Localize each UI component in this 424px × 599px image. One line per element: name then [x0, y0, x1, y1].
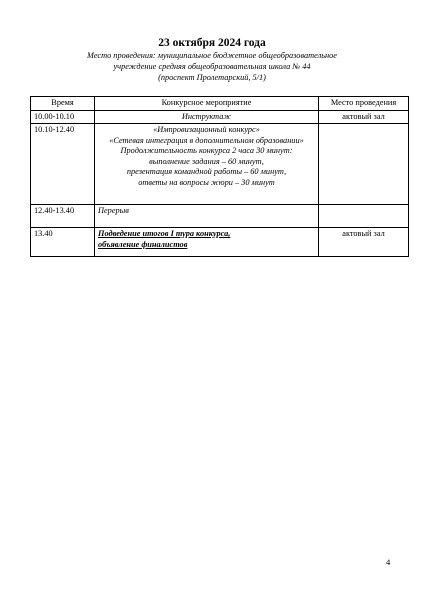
event-cell — [95, 110, 319, 124]
time-cell: 13.40 — [31, 228, 95, 257]
schedule-table — [30, 96, 409, 257]
event-cell — [95, 124, 319, 205]
event-line: Подведение итогов I тура конкурса, — [98, 229, 231, 238]
table-row — [31, 110, 409, 124]
event-line: Перерыв — [98, 206, 129, 215]
event-line: объявление финалистов — [98, 239, 188, 249]
event-cell — [95, 205, 319, 228]
event-line: выполнение задания – 60 минут, — [149, 156, 264, 166]
time-cell: 10.10-12.40 — [31, 124, 95, 205]
event-line: презентация командной работы – 60 минут, — [126, 167, 287, 176]
table-row — [31, 228, 409, 257]
venue-line: Место проведения: муниципальное бюджетное общеобразовательное — [87, 51, 337, 60]
venue-line: учреждение средняя общеобразовательная школа № 44 — [113, 62, 311, 71]
place-cell: актовый зал — [319, 110, 409, 124]
header-place: Место проведения — [319, 97, 409, 111]
time-cell: 12.40-13.40 — [31, 205, 95, 228]
event-line: «Импровизационный конкурс» — [153, 125, 260, 134]
table-row — [31, 124, 409, 205]
table-header-row — [31, 97, 409, 111]
event-line: Инструктаж — [181, 111, 232, 121]
venue-line: (проспект Пролетарский, 5/1) — [158, 73, 266, 82]
header-event: Конкурсное мероприятие — [95, 97, 319, 111]
table-row — [31, 205, 409, 228]
place-cell — [319, 124, 409, 205]
venue-info — [40, 50, 384, 83]
event-line: ответы на вопросы жюри – 30 минут — [138, 177, 275, 187]
place-cell: актовый зал — [319, 228, 409, 257]
page-number: 4 — [386, 557, 391, 567]
time-cell: 10.00-10.10 — [31, 110, 95, 124]
event-cell — [95, 228, 319, 257]
event-line: «Сетевая интеграция в дополнительном образовании» — [109, 135, 304, 145]
header-time: Время — [31, 97, 95, 111]
place-cell — [319, 205, 409, 228]
event-line: Продолжительность конкурса 2 часа 30 минут: — [120, 146, 293, 155]
page-title: 23 октября 2024 года — [158, 37, 266, 49]
